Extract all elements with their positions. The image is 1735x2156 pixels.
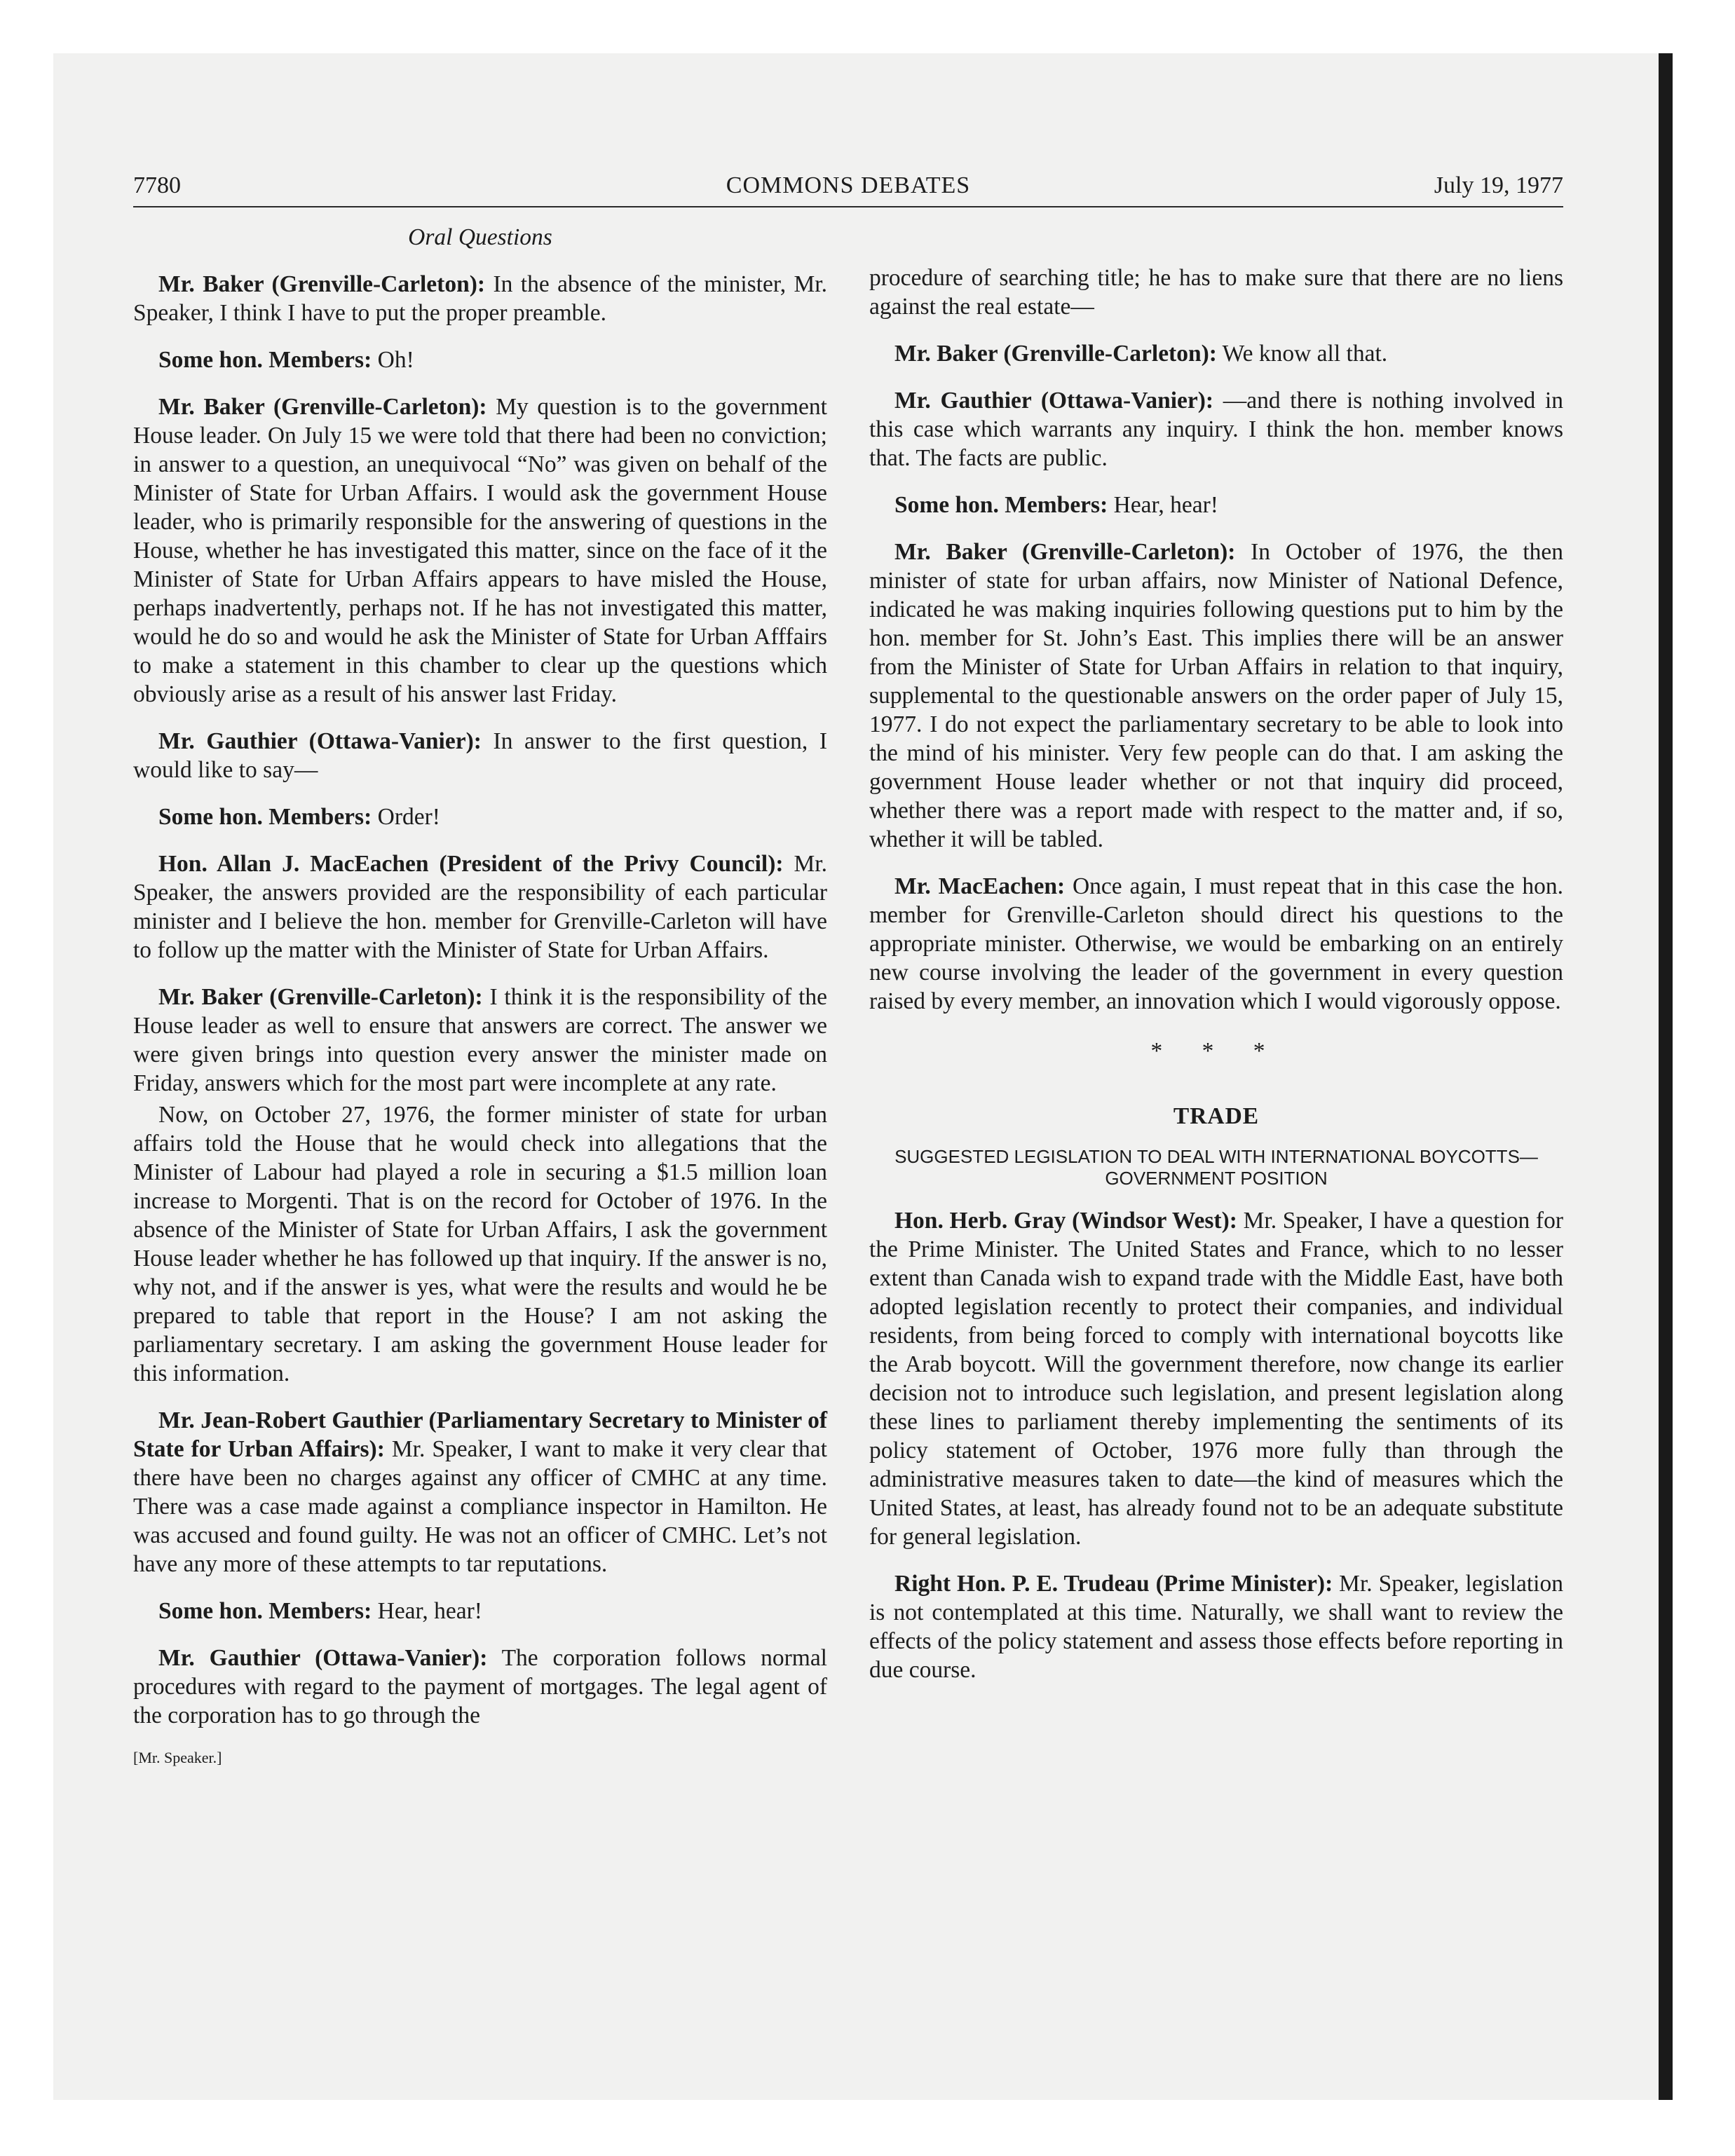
- speech-text: In the absence of the minister, Mr. Speaker, I think I have to put the proper preamble.: [133, 271, 827, 326]
- speaker-name: Some hon. Members:: [158, 347, 372, 373]
- speech-text: Hear, hear!: [372, 1598, 482, 1624]
- speaker-name: Mr. MacEachen:: [894, 873, 1066, 899]
- publication-date: July 19, 1977: [1434, 172, 1563, 198]
- scan-edge: [1659, 53, 1673, 2100]
- footnote: [Mr. Speaker.]: [133, 1749, 222, 1766]
- speaker-name: Mr. Gauthier (Ottawa-Vanier):: [158, 728, 482, 754]
- speech-text: My question is to the government House leader. On July 15 we were told that there had been no conviction; in answer to a question, an unequivocal “No” was given on behalf of the Minister of State for Urban Affairs. I would ask the government House leader, who is primarily responsible for the answering of questions in the House, whether he has investigated this matter, since on the face of it the Minister of State for Urban Affairs appears to have misled the House, perhaps inadvertently, perhaps not. If he has not investigated this matter, would he do so and would he ask the Minister of State for Urban Afffairs to make a statement in this chamber to clear up the questions which obviously arise as a result of his answer last Friday.: [133, 394, 827, 707]
- section-subheading: SUGGESTED LEGISLATION TO DEAL WITH INTERNATIONAL BOYCOTTS—GOVERNMENT POSITION: [894, 1146, 1538, 1189]
- section-title: Oral Questions: [408, 224, 552, 250]
- speaker-name: Some hon. Members:: [158, 804, 372, 830]
- header-rule: [133, 206, 1563, 207]
- page-number: 7780: [133, 172, 181, 198]
- speech-paragraph: [869, 1569, 1563, 1684]
- speech-text: Mr. Speaker, the answers provided are the responsibility of each particular minister and I believe the hon. member for Grenville-Carleton will have to follow up the matter with the Minister of State for Urban Affairs.: [133, 851, 827, 963]
- speaker-name: Mr. Jean-Robert Gauthier (Parliamentary Secretary to Minister of State for Urban Affairs):: [133, 1407, 827, 1462]
- left-paragraphs: [133, 270, 827, 1730]
- speech-text: Mr. Speaker, I have a question for the Prime Minister. The United States and France, which to no lesser extent than Canada wish to expand trade with the Middle East, have both adopted legislation recently to protect their companies, and individual residents, from being forced to comply with international boycotts like the Arab boycott. Will the government therefore, now change its earlier decision not to introduce such legislation, and present legislation along these lines to parliament thereby implementing the sentiments of its policy statement of October, 1976 more fully than through the administrative measures taken to date—the kind of measures which the United States, at least, has already found not to be an adequate substitute for general legislation.: [869, 1208, 1563, 1550]
- speaker-name: Hon. Herb. Gray (Windsor West):: [894, 1208, 1237, 1234]
- page-header: [133, 172, 1563, 207]
- speech-paragraph: [133, 1406, 827, 1578]
- right-paragraphs-a: [869, 264, 1563, 1016]
- speech-text: Once again, I must repeat that in this case the hon. member for Grenville-Carleton should direct his questions to the appropriate minister. Otherwise, we would be embarking on an entirely new course involving the leader of the government in every question raised by every member, an innovation which I would vigorously oppose.: [869, 873, 1563, 1014]
- speech-text: In answer to the first question, I would like to say—: [133, 728, 828, 783]
- speech-paragraph: [133, 1100, 827, 1388]
- speech-paragraph: [869, 1206, 1563, 1551]
- speaker-name: Some hon. Members:: [894, 492, 1108, 518]
- speech-text: Mr. Speaker, legislation is not contemplated at this time. Naturally, we shall want to review the effects of the policy statement and assess those effects before reporting in due course.: [869, 1571, 1563, 1683]
- speech-paragraph: [869, 491, 1563, 519]
- speaker-name: Mr. Baker (Grenville-Carleton):: [158, 984, 483, 1010]
- section-heading: TRADE: [1173, 1103, 1260, 1129]
- speech-paragraph: [133, 727, 827, 784]
- speech-text: Hear, hear!: [1108, 492, 1218, 518]
- speech-paragraph: [869, 538, 1563, 854]
- speaker-name: Mr. Baker (Grenville-Carleton):: [894, 539, 1236, 565]
- speech-text: Mr. Speaker, I want to make it very clear that there have been no charges against any officer of CMHC at any time. There was a case made against a compliance inspector in Hamilton. He was accused and found guilty. He was not an officer of CMHC. Let’s not have any more of these attempts to tar reputations.: [133, 1436, 827, 1577]
- speech-paragraph: [133, 1644, 827, 1730]
- speech-paragraph: [133, 1597, 827, 1625]
- speech-text: In October of 1976, the then minister of state for urban affairs, now Minister of National Defence, indicated he was making inquiries following questions put to him by the hon. member for St. John’s East. This implies there will be an answer from the Minister of State for Urban Affairs in relation to that inquiry, supplemental to the questionable answers on the order paper of July 15, 1977. I do not expect the parliamentary secretary to be able to look into the mind of his minister. Very few people can do that. I am asking the government House leader whether or not that inquiry did proceed, whether there was a report made with respect to the matter and, if so, whether it will be tabled.: [869, 539, 1564, 852]
- speaker-name: Mr. Baker (Grenville-Carleton):: [158, 394, 487, 420]
- speech-paragraph: [133, 393, 827, 709]
- speech-paragraph: [133, 983, 827, 1098]
- speaker-name: Mr. Baker (Grenville-Carleton):: [894, 341, 1217, 367]
- speaker-name: Some hon. Members:: [158, 1598, 372, 1624]
- speaker-name: Hon. Allan J. MacEachen (President of the Privy Council):: [158, 851, 784, 877]
- publication-title: COMMONS DEBATES: [726, 172, 971, 198]
- speech-text: procedure of searching title; he has to make sure that there are no liens against the real estate—: [869, 265, 1563, 320]
- section-separator: * * *: [1150, 1038, 1282, 1064]
- speech-text: Oh!: [372, 347, 414, 373]
- speech-paragraph: [869, 872, 1563, 1016]
- speech-paragraph: [869, 386, 1563, 472]
- speech-text: I think it is the responsibility of the House leader as well to ensure that answers are correct. The answer we were given brings into question every answer the minister made on Friday, answers which for the most part were incomplete at any rate.: [133, 984, 828, 1096]
- right-paragraphs-b: [869, 1206, 1563, 1684]
- speech-text: Order!: [372, 804, 440, 830]
- speaker-name: Right Hon. P. E. Trudeau (Prime Minister):: [894, 1571, 1333, 1597]
- speech-text: We know all that.: [1216, 341, 1388, 367]
- speech-paragraph: [133, 346, 827, 374]
- speech-paragraph: [133, 803, 827, 831]
- speech-paragraph: [133, 850, 827, 964]
- speaker-name: Mr. Gauthier (Ottawa-Vanier):: [158, 1645, 488, 1671]
- speech-paragraph: [869, 339, 1563, 368]
- speaker-name: Mr. Baker (Grenville-Carleton):: [158, 271, 486, 297]
- speech-paragraph: [869, 264, 1563, 321]
- speech-text: The corporation follows normal procedures with regard to the payment of mortgages. The legal agent of the corporation has to go through the: [133, 1645, 827, 1728]
- right-column: [869, 264, 1563, 1703]
- speech-text: —and there is nothing involved in this case which warrants any inquiry. I think the hon. member knows that. The facts are public.: [869, 388, 1563, 471]
- speaker-name: Mr. Gauthier (Ottawa-Vanier):: [894, 388, 1214, 414]
- speech-paragraph: [133, 270, 827, 327]
- left-column: [133, 223, 827, 1786]
- speech-text: Now, on October 27, 1976, the former minister of state for urban affairs told the House that he would check into allegations that the Minister of Labour had played a role in securing a $1.5 million loan increase to Morgenti. That is on the record for October of 1976. In the absence of the Minister of State for Urban Affairs, I ask the government House leader whether he has followed up that inquiry. If the answer is no, why not, and if the answer is yes, what were the results and would he be prepared to table that report in the House? I am not asking the parliamentary secretary. I am asking the government House leader for this information.: [133, 1102, 827, 1386]
